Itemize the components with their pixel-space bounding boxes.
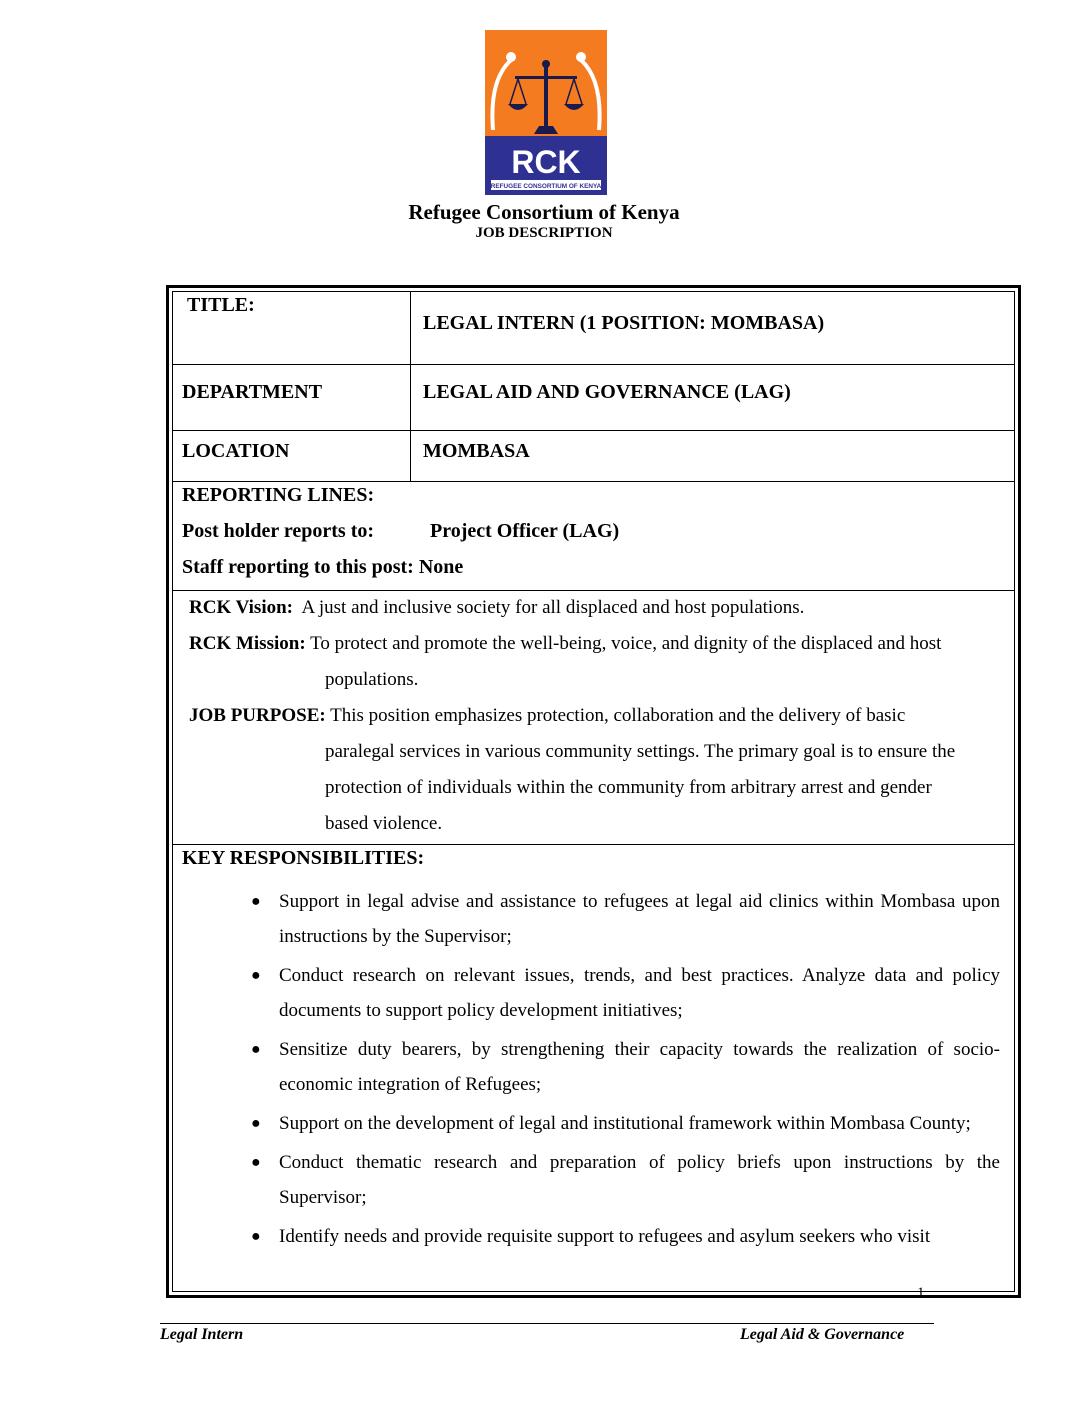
job-description-table xyxy=(166,285,1021,1298)
list-item xyxy=(173,958,1014,1028)
purpose-text: This position emphasizes protection, collaboration and the delivery of basic xyxy=(330,705,906,726)
purpose-line: paralegal services in various community settings. The primary goal is to ensure the xyxy=(325,741,956,762)
column-divider xyxy=(410,292,411,481)
title-label: TITLE: xyxy=(187,294,255,316)
mission-label: RCK Mission: xyxy=(189,633,306,654)
purpose-label: JOB PURPOSE: xyxy=(189,705,326,726)
logo-text: RCK xyxy=(511,144,581,180)
purpose-line: protection of individuals within the community from arbitrary arrest and gender xyxy=(325,777,932,798)
reporting-lines-heading: REPORTING LINES: xyxy=(182,484,375,506)
list-item xyxy=(173,1106,1014,1141)
staff-reporting: Staff reporting to this post: None xyxy=(182,556,464,578)
vision-line xyxy=(189,590,1006,626)
mission-text: To protect and promote the well-being, voice, and dignity of the displaced and host xyxy=(310,633,942,654)
list-item xyxy=(173,1032,1014,1102)
bullet-icon: ● xyxy=(251,1115,261,1132)
logo-subtext: REFUGEE CONSORTIUM OF KENYA xyxy=(490,183,602,190)
list-item xyxy=(173,1219,1014,1254)
title-value: LEGAL INTERN (1 POSITION: MOMBASA) xyxy=(423,312,825,334)
vision-text: A just and inclusive society for all displaced and host populations. xyxy=(301,597,805,618)
row-divider xyxy=(173,844,1014,845)
reports-to-value: Project Officer (LAG) xyxy=(430,520,620,542)
table-inner xyxy=(172,291,1015,1292)
list-item-text: Identify needs and provide requisite support to refugees and asylum seekers who visit xyxy=(279,1226,931,1247)
document-type: JOB DESCRIPTION xyxy=(475,225,613,241)
list-item-text: Conduct research on relevant issues, trends, and best practices. Analyze data and policy documents to support policy development initiatives; xyxy=(279,965,1000,1021)
bullet-icon: ● xyxy=(251,967,261,984)
bullet-icon: ● xyxy=(251,1041,261,1058)
purpose-line: based violence. xyxy=(325,813,443,834)
department-label: DEPARTMENT xyxy=(182,381,323,403)
list-item-text: Support in legal advise and assistance to refugees at legal aid clinics within Mombasa upon instructions by the Supervisor; xyxy=(279,891,1000,947)
scales-of-justice-icon xyxy=(485,30,607,195)
footer-right: Legal Aid & Governance xyxy=(740,1326,905,1343)
row-divider xyxy=(173,481,1014,482)
purpose-line xyxy=(189,698,1006,734)
list-item-text: Conduct thematic research and preparation of policy briefs upon instructions by the Supervisor; xyxy=(279,1152,1000,1208)
bullet-icon: ● xyxy=(251,1228,261,1245)
location-label: LOCATION xyxy=(182,440,290,462)
footer-left: Legal Intern xyxy=(160,1326,244,1343)
rck-logo xyxy=(485,30,607,195)
list-item xyxy=(173,884,1014,954)
row-divider xyxy=(173,364,1014,365)
bullet-icon: ● xyxy=(251,893,261,910)
location-value: MOMBASA xyxy=(423,440,530,462)
vision-mission-purpose xyxy=(189,590,1006,842)
list-item-text: Support on the development of legal and institutional framework within Mombasa County; xyxy=(279,1113,971,1134)
organization-name: Refugee Consortium of Kenya xyxy=(408,200,680,224)
responsibilities-list xyxy=(173,884,1014,1258)
bullet-icon: ● xyxy=(251,1154,261,1171)
department-value: LEGAL AID AND GOVERNANCE (LAG) xyxy=(423,381,791,403)
reports-to-label: Post holder reports to: xyxy=(182,520,375,542)
mission-line xyxy=(189,626,1006,662)
vision-label: RCK Vision: xyxy=(189,597,293,618)
page-number: 1 xyxy=(917,1285,925,1301)
key-responsibilities-heading: KEY RESPONSIBILITIES: xyxy=(182,847,425,869)
footer-divider xyxy=(160,1323,934,1324)
list-item-text: Sensitize duty bearers, by strengthening their capacity towards the realization of socio-economic integration of Refugees; xyxy=(279,1039,1000,1095)
row-divider xyxy=(173,430,1014,431)
list-item xyxy=(173,1145,1014,1215)
mission-line: populations. xyxy=(325,669,419,690)
